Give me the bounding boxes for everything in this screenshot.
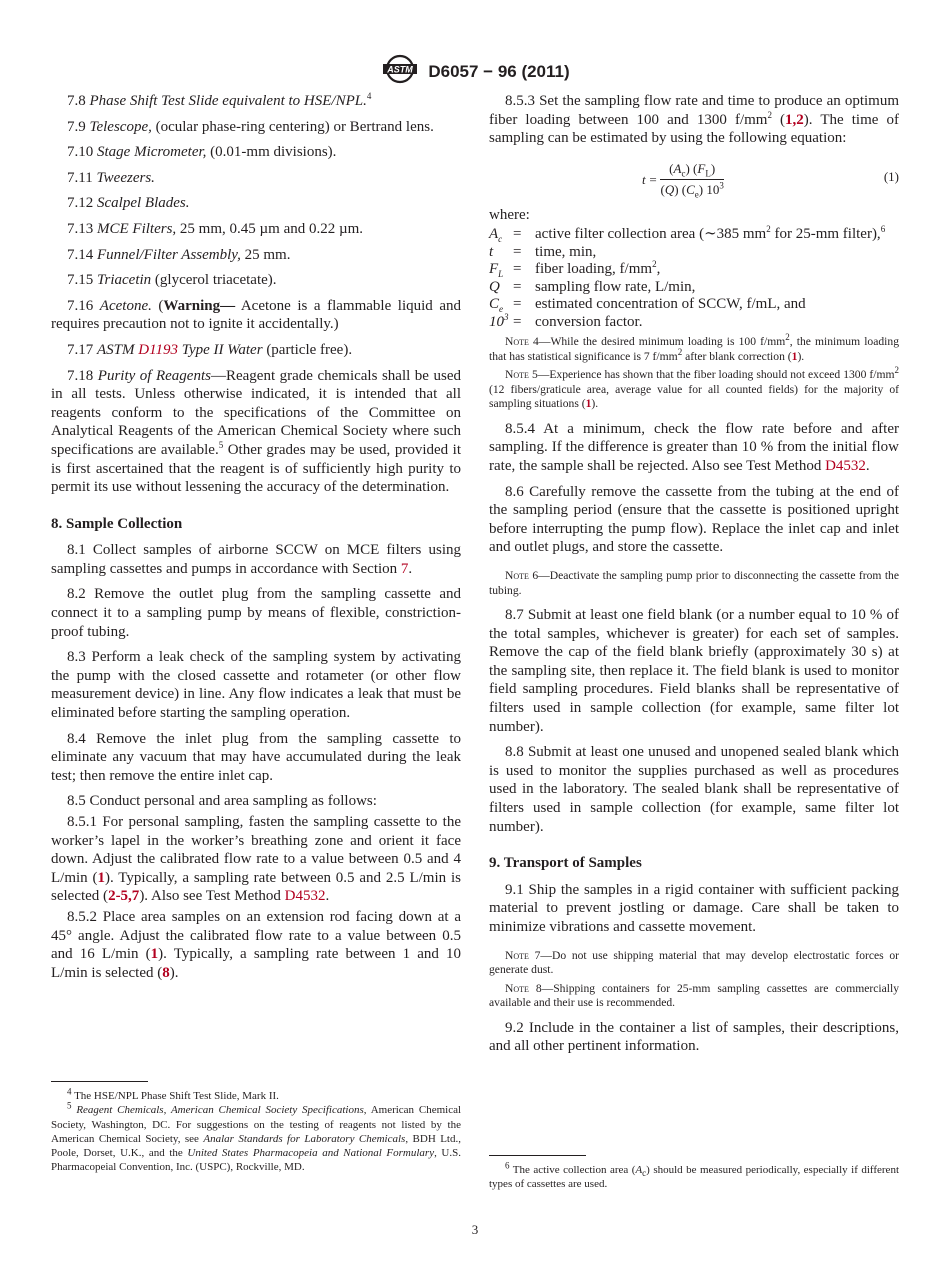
link-d4532[interactable]: D4532: [284, 888, 326, 905]
where-label: where:: [489, 206, 530, 223]
note-5: Note 5—Experience has shown that the fiber loading should not exceed 1300 $f/mm^2$ (12 fibers/graticule area, average value for all counted fields) for the majority of sampling situations (1).: [489, 365, 899, 411]
item-7-12: 7.12 Scalpel Blades.: [67, 195, 190, 212]
note-6: Note 6—Deactivate the sampling pump prior to disconnecting the cassette from the tubing.: [489, 569, 899, 597]
right-column: [489, 92, 899, 1063]
link-d4532[interactable]: D4532: [825, 458, 866, 475]
page-number: 3: [471, 1222, 479, 1237]
logo-text: ASTM: [387, 64, 414, 75]
footnote-6: $^6$ The active collection area $(A_c)$ should be measured periodically, especially if different types of cassettes are used.: [489, 1160, 899, 1191]
note-4: Note 4—While the desired minimum loading is 100 $f/mm^2$, the minimum loading that has statistical significance is 7 $f/mm^2$ after blank correction (1).: [489, 332, 899, 363]
item-7-10: 7.10 Stage Micrometer, (0.01-mm divisions).: [67, 144, 337, 161]
ref-1[interactable]: 1: [585, 397, 592, 411]
definition-row: $C_e$ = estimated concentration of SCCW, f/mL, and: [489, 296, 806, 315]
left-footnotes: [51, 1086, 462, 1175]
footnote-4: $^4$ The HSE/NPL Phase Shift Test Slide, Mark II.: [67, 1086, 279, 1102]
definition-row: Q = sampling flow rate, L/min,: [489, 278, 696, 295]
definition-row: $F_L$ = fiber loading, $f/mm^2$,: [489, 259, 661, 280]
para-8-5-3: 8.5.3 Set the sampling flow rate and time to produce an optimum fiber loading between 100 and 1300 $f/mm^2$ (1,2). The time of sampling can be estimated by using the following equation:: [489, 93, 900, 147]
para-8-6: 8.6 Carefully remove the cassette from the tubing at the end of the sampling period (ensure that the cassette is positioned upright before interrupting the pump flow). Replace the inlet cap and inlet and outlet plugs, and store the cassette.: [489, 483, 899, 556]
footnote-rule: [489, 1155, 586, 1156]
item-7-9: 7.9 Telescope, (ocular phase-ring centering) or Bertrand lens.: [67, 118, 434, 135]
link-d1193[interactable]: D1193: [138, 341, 178, 358]
footnote-5: $^5$ Reagent Chemicals, American Chemical Society Specifications, American Chemical Society, Washington, DC. For suggestions on the testing of reagents not listed by the American Chemical Society, see Analar Standards for Laboratory Chemicals, BDH Ltd., Poole, Dorset, U.K., and the United States Pharmacopeia and National Formulary, U.S. Pharmacopeial Convention, Inc. (USPC), Rockville, MD.: [51, 1100, 462, 1174]
footnote-ref-4: 4: [366, 91, 372, 101]
variable-definitions: [489, 226, 899, 331]
ref-1[interactable]: 1: [150, 946, 159, 963]
note-7: Note 7—Do not use shipping material that may develop electrostatic forces or generate dust.: [489, 948, 899, 977]
document-title: D6057 − 96 (2011): [428, 61, 570, 81]
definition-row: $A_c$ = active filter collection area (∼385 $mm^2$ for 25-mm filter),$^6$: [489, 224, 886, 245]
item-7-13: 7.13 MCE Filters, 25 mm, 0.45 µm and 0.22 µm.: [67, 220, 364, 237]
para-8-7: 8.7 Submit at least one field blank (or a number equal to 10 % of the total samples, whichever is greater) for each set of samples. Remove the cap of the field blank briefly (approximately 30 s) at the sampling site, then replace it. The field blank is used to monitor field sampling procedures. Field blanks shall be representative of filters used in sample collection (for example, same filter lot number).: [489, 607, 899, 735]
astm-logo-icon: [380, 54, 420, 89]
section-9-heading: 9. Transport of Samples: [489, 855, 642, 872]
para-8-8: 8.8 Submit at least one unused and unopened sealed blank which is used to monitor the supplies purchased as well as procedures used in the laboratory. The sealed blank shall be representative of filters used in sample collection (for example, same filter lot number).: [489, 744, 899, 835]
footnote-rule: [51, 1081, 148, 1082]
link-section-7[interactable]: 7: [400, 560, 409, 577]
ref-8[interactable]: 8: [162, 964, 170, 981]
item-7-18: 7.18 Purity of Reagents—Reagent grade chemicals shall be used in all tests. Unless otherwise indicated, it is intended that all reagents conform to the specifications of the Committee on Analytical Reagents of the American Chemical Society where such specifications are available.$^5$ Other grades may be used, provided it is first ascertained that the reagent is of sufficiently high purity to permit its use without lessening the accuracy of the determination.: [51, 367, 461, 496]
equation-1: t = $\frac{(A_c) (F_L)}{(Q) (C_e) 10^3}$ (1): [642, 160, 899, 200]
para-9-1: 9.1 Ship the samples in a rigid container with sufficient packing material to prevent jostling or damage. Care shall be taken to minimize vibrations and cassette movement.: [489, 881, 899, 935]
item-7-11: 7.11 Tweezers.: [67, 169, 155, 186]
definition-row: $10^3$ = conversion factor.: [489, 311, 643, 330]
definition-row: t = time, min,: [489, 243, 597, 260]
para-8-5: 8.5 Conduct personal and area sampling as follows:: [67, 793, 377, 810]
para-8-5-1: 8.5.1 For personal sampling, fasten the sampling cassette to the worker’s lapel in the worker’s breathing zone and orient it face down. Adjust the calibrated flow rate to a value between 0.5 and 4 L/min (1). Typically, a sampling rate between 0.5 and 2.5 L/min is selected (2-5,7). Also see Test Method D4532.: [51, 814, 461, 905]
ref-1[interactable]: 1: [791, 349, 798, 363]
para-9-2: 9.2 Include in the container a list of samples, their descriptions, and all other pertinent information.: [489, 1019, 899, 1055]
page-header: [0, 54, 950, 89]
right-footnotes: [489, 1160, 899, 1192]
ref-2-5-7[interactable]: 2-5,7: [108, 888, 140, 905]
equation-number: (1): [883, 168, 899, 184]
item-7-15: 7.15 Triacetin (glycerol triacetate).: [67, 272, 277, 289]
footnote-ref-5: 5: [218, 439, 224, 450]
para-8-1: 8.1 Collect samples of airborne SCCW on MCE filters using sampling cassettes and pumps in accordance with Section 7.: [51, 542, 461, 577]
footnote-ref-6: 6: [880, 224, 886, 235]
para-8-4: 8.4 Remove the inlet plug from the sampling cassette to eliminate any vacuum that may have accumulated during the leak test; then remove the entire inlet cap.: [51, 730, 461, 784]
warning-label: Warning—: [163, 297, 236, 314]
para-8-5-2: 8.5.2 Place area samples on an extension rod facing down at a 45° angle. Adjust the calibrated flow rate to a value between 0.5 and 16 L/min (1). Typically, a sampling rate between 1 and 10 L/min is selected (8).: [51, 908, 461, 981]
note-8: Note 8—Shipping containers for 25-mm sampling cassettes are commercially available and their use is recommended.: [489, 981, 899, 1010]
item-7-14: 7.14 Funnel/Filter Assembly, 25 mm.: [67, 246, 291, 263]
item-7-17: 7.17 ASTM D1193 Type II Water (particle free).: [67, 341, 353, 358]
para-8-5-4: 8.5.4 At a minimum, check the flow rate before and after sampling. If the difference is greater than 10 % from the initial flow rate, the sample shall be rejected. Also see Test Method D4532.: [489, 420, 899, 475]
item-7-16: 7.16 Acetone. (Warning— Acetone is a flammable liquid and requires precaution not to ignite it accidentally.): [51, 297, 461, 333]
item-7-8: 7.8 Phase Shift Test Slide equivalent to HSE/NPL.$^4$: [67, 91, 372, 109]
para-8-3: 8.3 Perform a leak check of the sampling system by activating the pump with the closed cassette and rotameter (or other flow measurement device) in line. Any flow indicates a leak that must be eliminated before starting the sampling operation.: [51, 649, 461, 722]
section-8-heading: 8. Sample Collection: [51, 515, 183, 532]
para-8-2: 8.2 Remove the outlet plug from the sampling cassette and connect it to a sampling pump by means of flexible, constriction-proof tubing.: [51, 586, 461, 640]
left-column: [51, 92, 461, 989]
ref-1-2[interactable]: 1,2: [785, 111, 804, 128]
ref-1[interactable]: 1: [97, 869, 105, 886]
